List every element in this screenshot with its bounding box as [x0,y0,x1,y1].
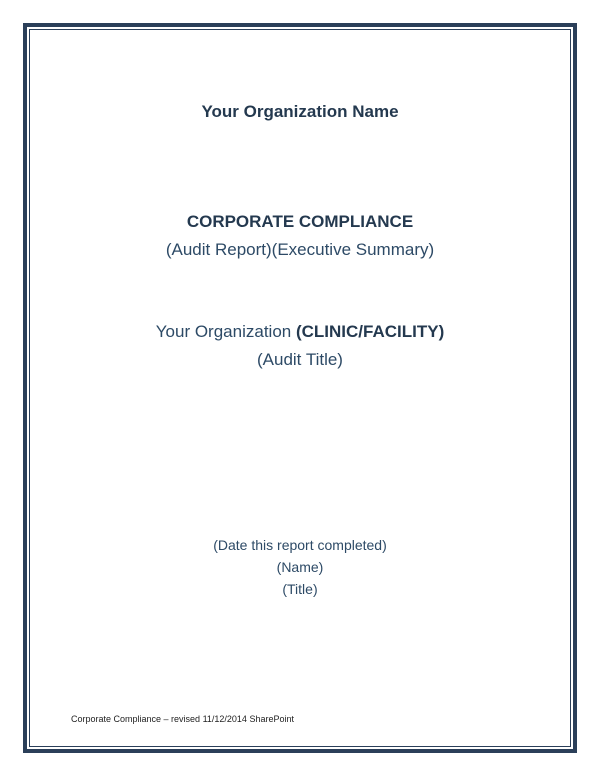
author-name: (Name) [276,559,324,575]
facility-prefix: Your Organization [155,322,292,341]
page-border-inner [29,29,571,747]
organization-name: Your Organization Name [201,102,399,121]
audit-title: (Audit Title) [257,350,343,369]
compliance-title: CORPORATE COMPLIANCE [186,212,414,231]
author-title: (Title) [282,581,318,597]
date-completed: (Date this report completed) [213,537,387,553]
facility-type: (CLINIC/FACILITY) [295,322,445,341]
page-footer: Corporate Compliance – revised 11/12/2014 SharePoint [71,714,294,724]
facility-line [0,322,600,342]
report-subtitle: (Audit Report)(Executive Summary) [165,240,435,259]
